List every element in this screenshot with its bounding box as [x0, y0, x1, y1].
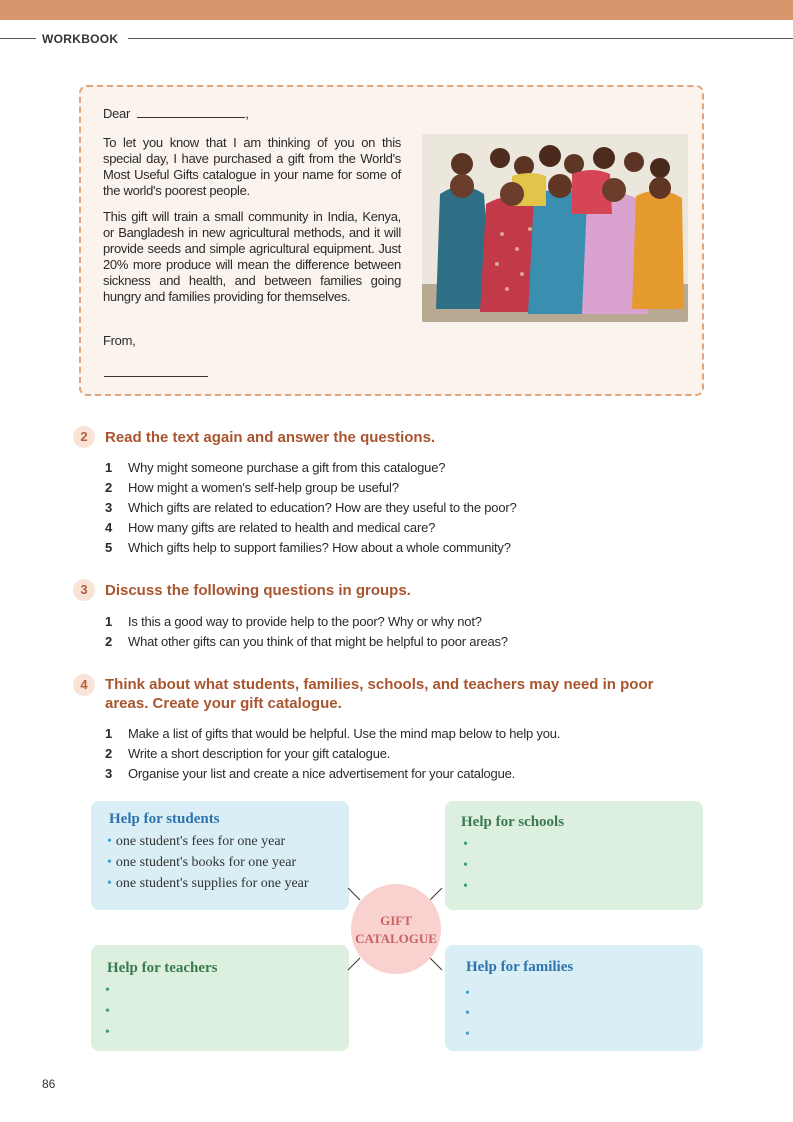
bullet: •	[105, 1025, 110, 1040]
bullet: •	[107, 855, 112, 870]
bullet: •	[463, 879, 468, 894]
bullet: •	[465, 986, 470, 1001]
question-text: Why might someone purchase a gift from this catalogue?	[128, 460, 446, 475]
gift-catalogue-label	[351, 912, 441, 948]
question-text: Is this a good way to provide help to the poor? Why or why not?	[128, 614, 482, 629]
question-text: How many gifts are related to health and medical care?	[128, 520, 436, 535]
question-text: Which gifts are related to education? How are they useful to the poor?	[128, 500, 517, 515]
list-item	[107, 876, 309, 892]
letter-from: From,	[103, 333, 136, 348]
section-header: WORKBOOK	[42, 32, 119, 46]
dear-text: Dear	[103, 106, 130, 121]
question-text: Write a short description for your gift catalogue.	[128, 746, 391, 761]
question-number: 3	[105, 500, 113, 515]
comma: ,	[245, 106, 249, 121]
question-text: How might a women's self-help group be useful?	[128, 480, 399, 495]
signature-blank	[104, 376, 208, 377]
item-text: one student's supplies for one year	[115, 876, 309, 891]
item-text: one student's fees for one year	[115, 834, 286, 849]
bullet: •	[105, 983, 110, 998]
section-4-title-line-2: areas. Create your gift catalogue.	[105, 695, 342, 712]
letter-salutation	[103, 106, 249, 122]
children-photo	[422, 134, 688, 322]
question-number: 3	[105, 766, 113, 781]
question-text: Which gifts help to support families? How about a whole community?	[128, 540, 511, 555]
gift-letter-card	[79, 85, 704, 396]
question-number: 1	[105, 726, 113, 741]
list-item	[463, 837, 472, 853]
question-text: What other gifts can you think of that might be helpful to poor areas?	[128, 634, 508, 649]
question-text: Make a list of gifts that would be helpful. Use the mind map below to help you.	[128, 726, 561, 741]
page-number: 86	[42, 1077, 56, 1091]
question-number: 2	[105, 746, 113, 761]
list-item	[465, 1027, 474, 1043]
question-number: 1	[105, 460, 113, 475]
question-number: 2	[105, 480, 113, 495]
students-title: Help for students	[109, 811, 220, 827]
question-number: 4	[105, 520, 113, 535]
list-item	[105, 1025, 114, 1041]
item-text: one student's books for one year	[115, 855, 297, 870]
top-color-bar	[0, 0, 793, 20]
schools-title: Help for schools	[461, 814, 565, 830]
header-rule-right	[128, 38, 793, 39]
list-item	[107, 855, 296, 871]
letter-paragraph-1: To let you know that I am thinking of you on this special day, I have purchased a gift from the World's Most Useful Gifts catalogue in your name for some of the world's poorest people.	[103, 135, 401, 198]
question-number: 2	[105, 634, 113, 649]
list-item	[463, 879, 472, 895]
question-number: 5	[105, 540, 113, 555]
question-text: Organise your list and create a nice advertisement for your catalogue.	[128, 766, 516, 781]
bullet: •	[465, 1027, 470, 1042]
list-item	[463, 858, 472, 874]
letter-paragraph-2: This gift will train a small community in India, Kenya, or Bangladesh in new agricultural methods, and it will provide seeds and simple agricultural equipment. Just 20% more produce will mean the difference between sickness and health, and between families going hungry and families providing for themselves.	[103, 209, 401, 304]
list-item	[465, 1006, 474, 1022]
section-4-number: 4	[73, 674, 95, 696]
recipient-blank	[137, 106, 245, 118]
bullet: •	[107, 876, 112, 891]
list-item	[105, 983, 114, 999]
center-line-1: GIFT	[380, 913, 412, 928]
bullet: •	[105, 1004, 110, 1019]
teachers-title: Help for teachers	[107, 960, 218, 976]
bullet: •	[465, 1006, 470, 1021]
section-3-number: 3	[73, 579, 95, 601]
section-2-title: Read the text again and answer the questions.	[105, 429, 436, 446]
bullet: •	[107, 834, 112, 849]
section-2-number: 2	[73, 426, 95, 448]
header-rule-left	[0, 38, 36, 39]
photo-illustration	[422, 134, 688, 322]
list-item	[105, 1004, 114, 1020]
families-title: Help for families	[466, 959, 574, 975]
question-number: 1	[105, 614, 113, 629]
list-item	[465, 986, 474, 1002]
section-4-title-line-1: Think about what students, families, schools, and teachers may need in poor	[105, 676, 654, 693]
bullet: •	[463, 858, 468, 873]
list-item	[107, 834, 285, 850]
bullet: •	[463, 837, 468, 852]
center-line-2: CATALOGUE	[355, 931, 437, 946]
section-3-title: Discuss the following questions in groups.	[105, 582, 411, 599]
